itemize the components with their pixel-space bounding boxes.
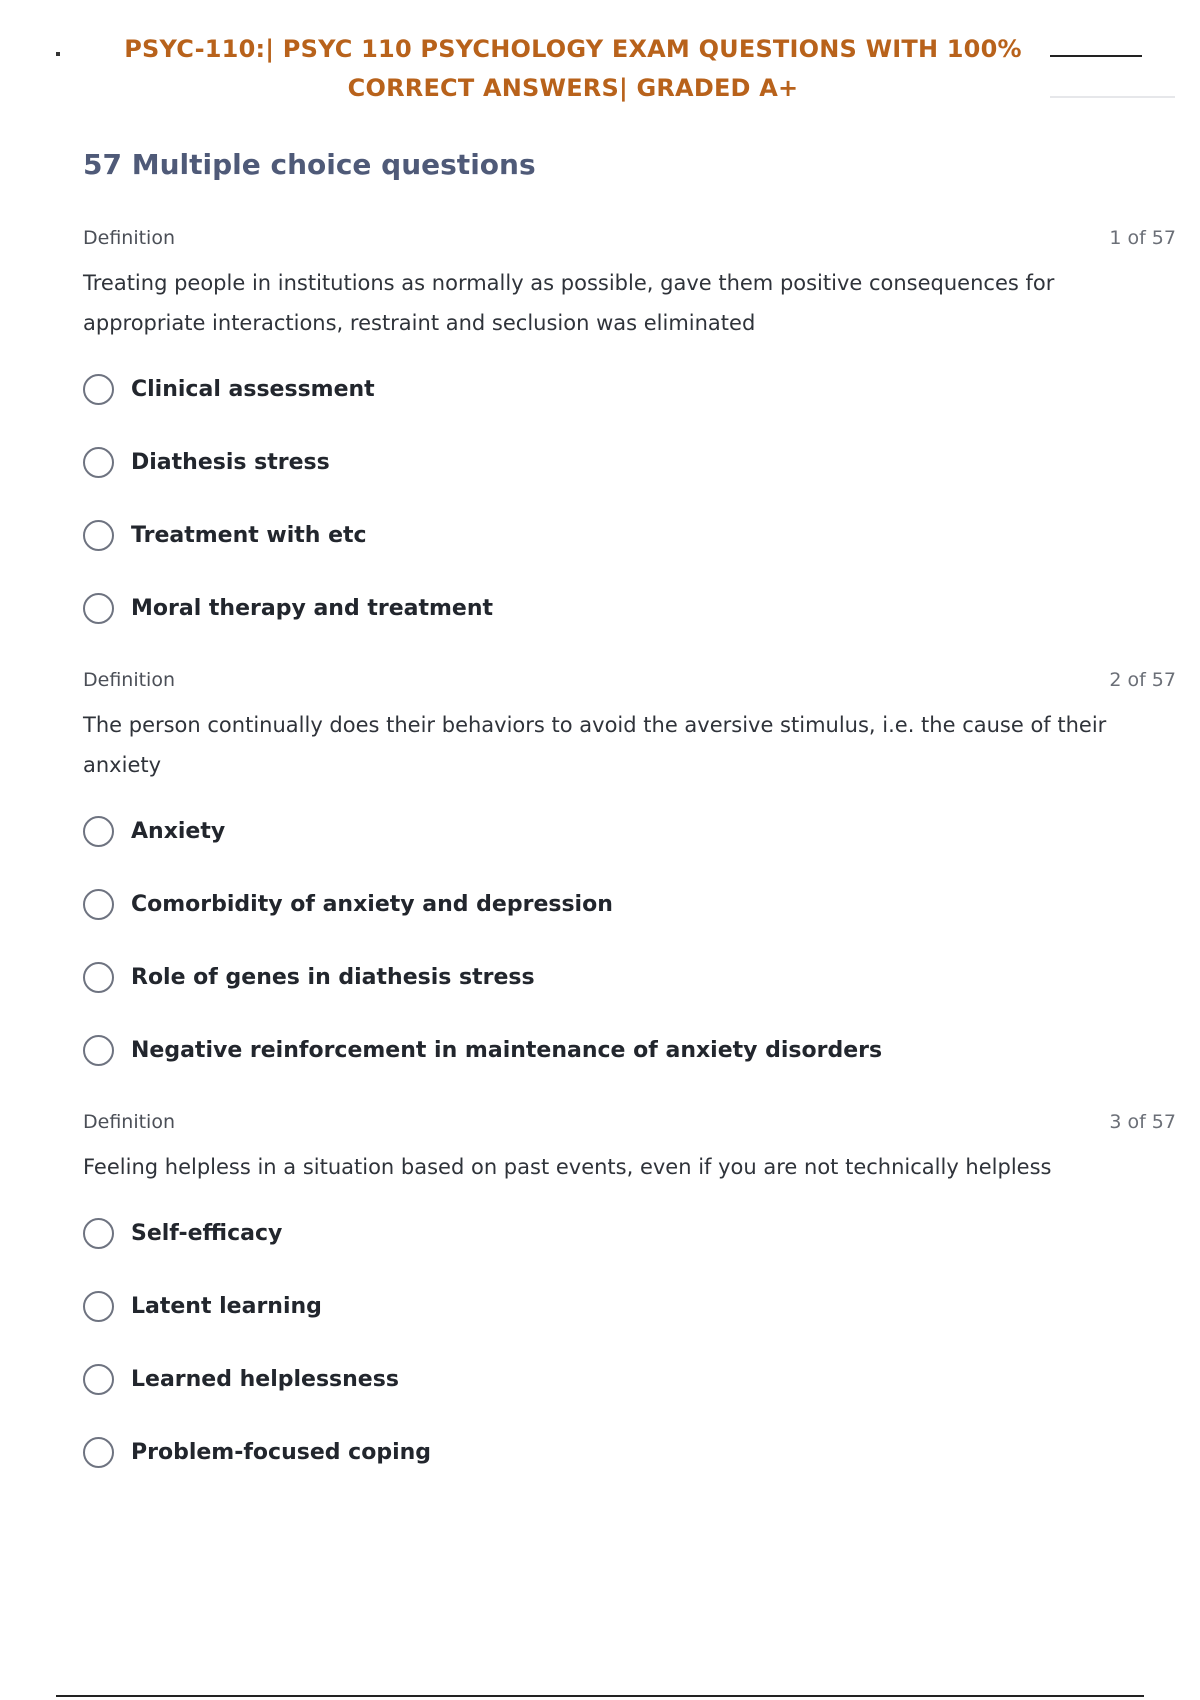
question-counter: 1 of 57: [1109, 227, 1176, 249]
radio-button-icon[interactable]: [83, 447, 114, 478]
answer-option-label: Negative reinforcement in maintenance of anxiety disorders: [131, 1038, 883, 1063]
document-title: PSYC-110:| PSYC 110 PSYCHOLOGY EXAM QUESTIONS WITH 100% CORRECT ANSWERS| GRADED A+: [124, 35, 1022, 102]
question-3: [83, 1111, 1176, 1489]
answer-option[interactable]: [83, 1270, 1176, 1343]
question-meta: [83, 227, 1176, 257]
header-dot: [56, 52, 60, 56]
quiz-heading: 57 Multiple choice questions: [83, 148, 536, 181]
radio-button-icon[interactable]: [83, 1218, 114, 1249]
radio-button-icon[interactable]: [83, 520, 114, 551]
answer-option-label: Anxiety: [131, 819, 226, 844]
question-prompt: Feeling helpless in a situation based on past events, even if you are not technically helpless: [83, 1155, 1052, 1179]
answer-option-label: Self-efficacy: [131, 1221, 283, 1246]
answer-option[interactable]: [83, 353, 1176, 426]
answer-option-label: Comorbidity of anxiety and depression: [131, 892, 613, 917]
answer-option[interactable]: [83, 795, 1176, 868]
answer-options: [83, 353, 1176, 645]
answer-option[interactable]: [83, 941, 1176, 1014]
answer-option-label: Clinical assessment: [131, 377, 375, 402]
radio-button-icon[interactable]: [83, 889, 114, 920]
answer-option[interactable]: [83, 868, 1176, 941]
question-meta: [83, 669, 1176, 699]
radio-button-icon[interactable]: [83, 816, 114, 847]
answer-option[interactable]: [83, 1343, 1176, 1416]
radio-button-icon[interactable]: [83, 1291, 114, 1322]
question-label: Definition: [83, 669, 176, 691]
answer-option[interactable]: [83, 1014, 1176, 1087]
answer-option[interactable]: [83, 1416, 1176, 1489]
answer-option-label: Role of genes in diathesis stress: [131, 965, 535, 990]
answer-option[interactable]: [83, 1197, 1176, 1270]
answer-option-label: Moral therapy and treatment: [131, 596, 494, 621]
header-rule-faint: [1050, 96, 1175, 98]
question-prompt: Treating people in institutions as normally as possible, gave them positive consequences for appropriate interactions, restraint and seclusion was eliminated: [83, 271, 1055, 335]
question-2: [83, 669, 1176, 1087]
radio-button-icon[interactable]: [83, 1035, 114, 1066]
header-rule: [1050, 55, 1142, 57]
footer-rule: [56, 1695, 1144, 1697]
question-prompt: The person continually does their behaviors to avoid the aversive stimulus, i.e. the cause of their anxiety: [83, 713, 1107, 777]
answer-option-label: Latent learning: [131, 1294, 322, 1319]
document-header: [56, 30, 1181, 110]
radio-button-icon[interactable]: [83, 1437, 114, 1468]
question-counter: 2 of 57: [1109, 669, 1176, 691]
radio-button-icon[interactable]: [83, 962, 114, 993]
radio-button-icon[interactable]: [83, 374, 114, 405]
answer-option-label: Learned helplessness: [131, 1367, 399, 1392]
answer-option[interactable]: [83, 572, 1176, 645]
radio-button-icon[interactable]: [83, 593, 114, 624]
question-meta: [83, 1111, 1176, 1141]
answer-option[interactable]: [83, 426, 1176, 499]
answer-option-label: Diathesis stress: [131, 450, 330, 475]
question-list: [83, 227, 1176, 1513]
question-1: [83, 227, 1176, 645]
answer-options: [83, 1197, 1176, 1489]
answer-option-label: Treatment with etc: [131, 523, 367, 548]
question-label: Definition: [83, 227, 176, 249]
answer-options: [83, 795, 1176, 1087]
radio-button-icon[interactable]: [83, 1364, 114, 1395]
question-counter: 3 of 57: [1109, 1111, 1176, 1133]
question-label: Definition: [83, 1111, 176, 1133]
answer-option[interactable]: [83, 499, 1176, 572]
answer-option-label: Problem-focused coping: [131, 1440, 432, 1465]
